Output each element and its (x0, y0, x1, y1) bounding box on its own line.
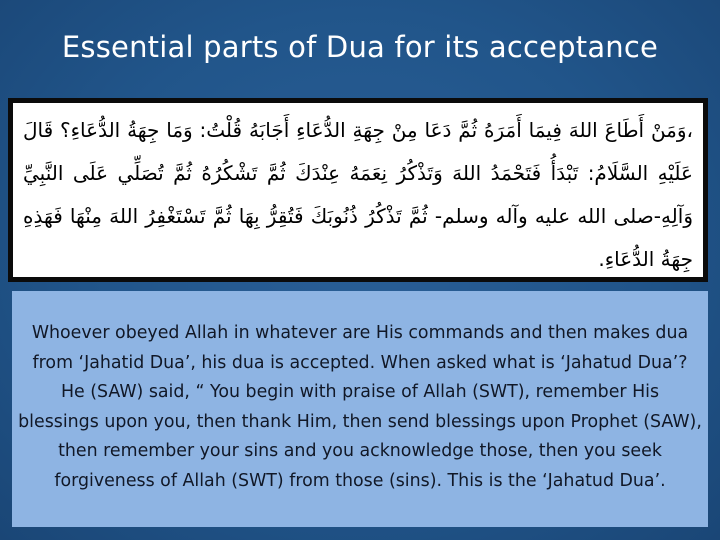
arabic-hadith-text: ،وَمَنْ أَطَاعَ اللهَ فِيمَا أَمَرَهُ ثُمَّ دَعَا مِنْ جِهَةِ الدُّعَاءِ أَجَابَهُ قُلْتُ: وَمَا جِهَةُ الدُّعَاءِ؟ قَالَ عَلَيْهِ السَّلَامُ: تَبْدَأُ فَتَحْمَدُ اللهَ وَتَذْكُرُ نِعَمَهُ عِنْدَكَ ثُمَّ تَشْكُرُهُ ثُمَّ تُصَلِّي عَلَى النَّبِيِّ وَآلِهِ-صلى الله عليه وآله وسلم- ثُمَّ تَذْكُرُ ذُنُوبَكَ فَتُقِرُّ بِهَا ثُمَّ تَسْتَغْفِرُ اللهَ مِنْهَا فَهَذِهِ جِهَةُ الدُّعَاءِ. (13, 103, 703, 277)
arabic-text-image (8, 98, 708, 282)
slide-title: Essential parts of Dua for its acceptance (61, 30, 659, 64)
english-translation-text: Whoever obeyed Allah in whatever are His commands and then makes dua from ‘Jahatid Dua’, his dua is accepted. When asked what is ‘Jahatud Dua’? He (SAW) said, “ You begin with praise of Allah (SWT), remember His blessings upon you, then thank Him, then send blessings upon Prophet (SAW), then remember your sins and you acknowledge those, then you seek forgiveness of Allah (SWT) from those (sins). This is the ‘Jahatud Dua’. (12, 291, 708, 527)
